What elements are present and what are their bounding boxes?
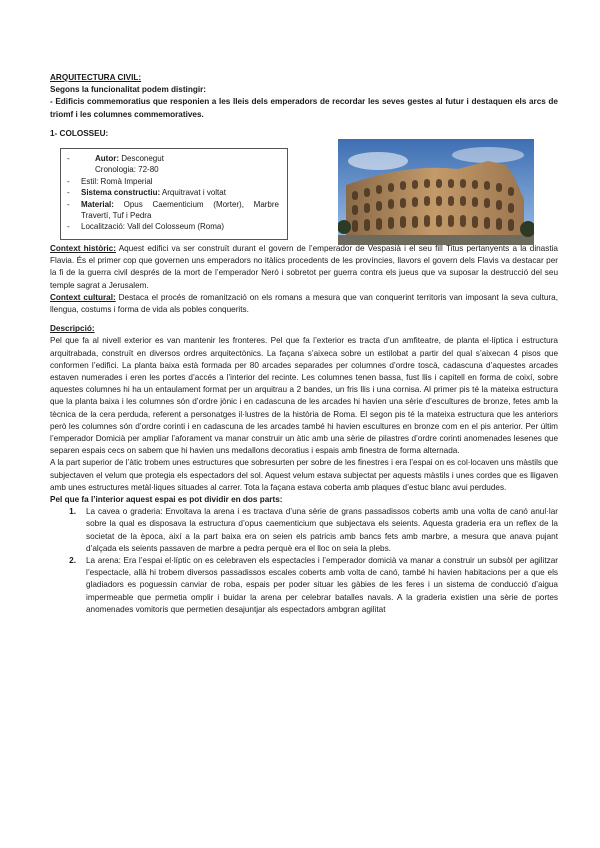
info-dash: -	[67, 176, 70, 186]
document-header	[50, 72, 558, 140]
list-number: 1.	[69, 507, 76, 517]
info-dash	[67, 164, 81, 175]
info-row-author	[67, 153, 279, 164]
intro-bullet: - Edificis commemoratius que responien a les lleis dels emperadors de recordar les seves gestes al futur i destaquen els arcs de triomf i les columnes commemoratives.	[50, 97, 558, 119]
cultural-text: Destaca el procés de romanització on els romans a mesura que van conquerint territoris van imposant la seva cultura, llengua, costums i forma de vida als pobles conquerits.	[50, 292, 558, 315]
info-label: Autor:	[95, 154, 119, 163]
info-row-style	[67, 176, 279, 187]
intro-line: Segons la funcionalitat podem distingir:	[50, 85, 207, 95]
section-title: 1- COLOSSEU:	[50, 128, 109, 138]
doc-title: ARQUITECTURA CIVIL:	[50, 73, 142, 82]
main-body	[50, 243, 558, 616]
list-text: La cavea o graderia: Envoltava la arena i es tractava d’una sèrie de grans passadissos coberts amb una volta de canó anul·lar sobre la qual es disposava la estructura d’opus caementicium que subjectava els seients. Aquesta graderia era un reflex de la societat de la època, així a la part baixa era on seien els patricis amb bancs fets amb marbre, a mesura que anava pujant d’alçada els seients passaven de marbre a pedra perquè era el lloc on seia la plebs.	[86, 507, 558, 553]
info-dash: -	[67, 222, 70, 232]
info-dash: -	[67, 199, 70, 209]
info-label: Material:	[81, 199, 114, 209]
colosseum-photo	[338, 139, 534, 245]
info-value: Opus Caementicium (Morter), Marbre Travertí, Tuf i Pedra	[81, 199, 279, 221]
description-paragraph-3: Pel que fa l’interior aquest espai es pot dividir en dos parts:	[50, 495, 283, 505]
info-dash: -	[67, 154, 70, 163]
list-text: La arena: Era l’espai el·líptic on es celebraven els espectacles i l’emperador domicià va manar a construir un subsòl per agilitzar l’espectacle, allà hi trobem diversos passadissos escales coberts amb volta de canó, també hi havien habitacions per a que els gladiadors es poguessin canviar de roba, espais per poder situar les gàbies de les feres i un sistema de conducció d’aigua impermeable que permetia omplir i buidar la arena per celebrar batalles navals. A la graderia existien una sèrie de portes anomenades vomitoris que permetien desajuntjar als espectadors ambgran agilitat	[86, 556, 558, 614]
cultural-label: Context cultural:	[50, 292, 116, 302]
info-value: Estil: Romà Imperial	[81, 176, 153, 186]
description-paragraph-2: A la part superior de l’àtic trobem unes estructures que sobresurten per sobre de les finestres i era l’espai on es col·locaven uns màstils que subjectaven el velum que protegia els espectadors del sol. Aquest velum estava subjectat per aquests màstils i unes cordes que es lligaven amb unes estructures metàl·liques situades al carrer. Tota la façana estava coberta amb plaques d’estuc blanc avui perdudes.	[50, 458, 558, 492]
info-row-location	[67, 221, 279, 232]
description-paragraph-1: Pel que fa al nivell exterior es van mantenir les fronteres. Pel que fa l’exterior es tracta d’un amfiteatre, de planta el·líptica i estructura arquitrabada, construït en diversos ordres arquitectònics. La façana s’aixeca sobre un estilobat a partir del qual s’aixecan 4 pisos que conformen l’edifici. La planta baixa està formada per 80 arcades separades per columnes d’ordre toscà, cadascuna d’aquestes arcades estaven numerades i eren les portes d’accés a l’interior del recinte. Les columnes tenen bassa, fust llis i capitell en forma de coixí, sobre aquestes columnes hi ha un entaulament format per un arquitrau a 2 bandes, un fris llis i una cornisa. Al primer pis té la mateixa estructura que la planta baixa i les columnes són d’ordre jònic i en cadascuna de les arcades hi havien una sèrie d’escultures de bronze, fetes amb la tècnica de la cera perduda, referent a personatges il·lustres de la història de Roma. El segon pis té la mateixa estructura que les anteriors però les columnes són d’ordre corinti i en cadascuna de les arcades també hi havien escultures en bronze com en el pis anterior. Per últim l’emperador Domicià per ampliar l’aforament va manar construir un àtic amb una sèrie de pilastres d’ordre corinti anomenades lesenes que separen espais cecs on sabem que hi havien uns medallons decoratius i espais amb finestra de forma alternada.	[50, 336, 558, 456]
info-label: Sistema constructiu:	[81, 188, 161, 198]
info-value: Desconegut	[119, 154, 164, 163]
info-row-system	[67, 187, 279, 198]
info-row-chronology	[67, 164, 279, 175]
info-value: Arquitravat i voltat	[160, 188, 226, 198]
interior-parts-list	[50, 506, 558, 616]
info-card	[60, 148, 288, 240]
historic-context	[50, 243, 558, 292]
info-value: Cronologia: 72-80	[95, 165, 159, 175]
info-row-material	[67, 199, 279, 222]
description-label: Descripció:	[50, 324, 95, 334]
historic-text: Aquest edifici va ser construït durant el govern de l’emperador de Vespasià i el seu fill Titus pertanyents a la dinastia Flavia. És el primer cop que governen uns emperadors no itàlics procedents de les províncies, llavors el govern dels Flavis va destacar per la fi de la guerra civil després de la mort de l’emperador Neró i sobretot per guerra contra els jueus que va suposar la destrucció del seu temple sagrat a Jerusalem.	[50, 244, 558, 290]
info-dash: -	[67, 188, 70, 198]
cultural-context	[50, 292, 558, 316]
info-value: Localització: Vall del Colosseum (Roma)	[81, 222, 225, 232]
list-item	[50, 555, 558, 616]
list-item	[50, 506, 558, 555]
list-number: 2.	[69, 556, 76, 566]
historic-label: Context històric:	[50, 244, 116, 253]
